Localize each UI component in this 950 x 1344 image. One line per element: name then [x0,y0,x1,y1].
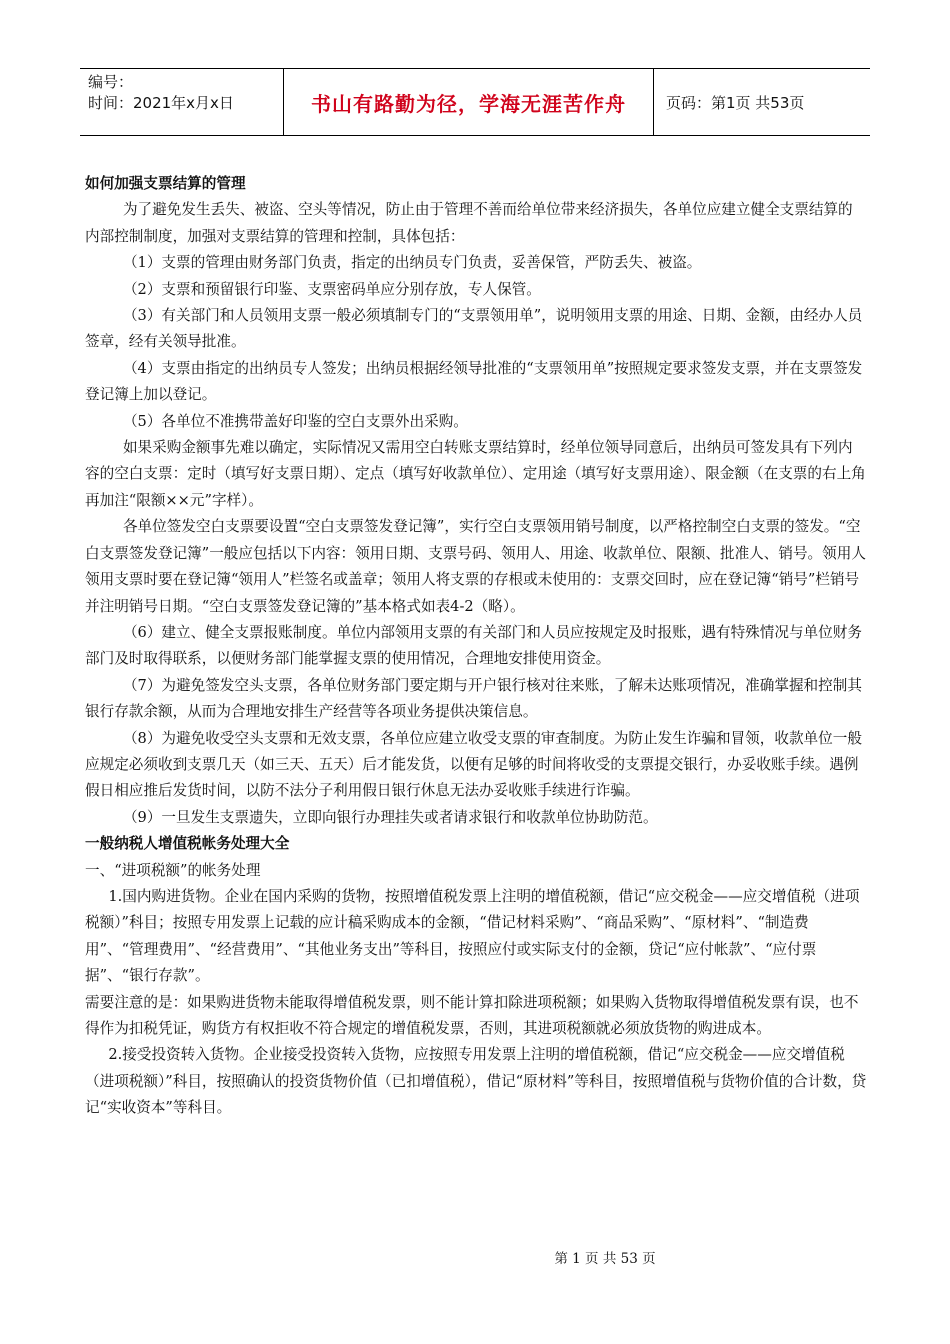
section-title: 一般纳税人增值税帐务处理大全 [85,835,290,853]
list-item: （9）一旦发生支票遗失，立即向银行办理挂失或者请求银行和收款单位协助防范。 [122,808,658,826]
header-motto: 书山有路勤为径，学海无涯苦作舟 [284,69,654,135]
header-table [80,68,870,136]
document-body [85,171,867,1122]
paragraph: 2.接受投资转入货物。企业接受投资转入货物，应按照专用发票上注明的增值税额，借记“应交税金——应交增值税（进项税额）”科目，按照确认的投资货物价值（已扣增值税），借记“原材料”等科目，按照增值税与货物价值的合计数，贷记“实收资本”等科目。 [85,1046,867,1117]
list-item: （1）支票的管理由财务部门负责，指定的出纳员专门负责，妥善保管，严防丢失、被盗。 [122,254,702,272]
header-page-info: 页码：第1页 共53页 [666,93,805,112]
document-number-label: 编号： [88,73,134,91]
document-date: 时间：2021年x月x日 [88,94,234,112]
list-item: （3）有关部门和人员领用支票一般必须填制专门的“支票领用单”，说明领用支票的用途、日期、金额，由经办人员签章，经有关领导批准。 [85,307,863,351]
header-meta [80,69,284,135]
section-title: 如何加强支票结算的管理 [85,175,246,192]
list-item: （6）建立、健全支票报账制度。单位内部领用支票的有关部门和人员应按规定及时报账，遇有特殊情况与单位财务部门及时取得联系，以便财务部门能掌握支票的使用情况，合理地安排使用资金。 [85,623,862,668]
list-item: （8）为避免收受空头支票和无效支票，各单位应建立收受支票的审查制度。为防止发生诈骗和冒领，收款单位一般应规定必须收到支票几天（如三天、五天）后才能发货，以便有足够的时间将收受的支票提交银行，办妥收账手续。遇例假日相应推后发货时间，以防不法分子利用假日银行休息无法办妥收账手续进行诈骗。 [85,729,862,800]
page-footer: 第 1 页 共 53 页 [554,1251,656,1267]
list-item: （7）为避免签发空头支票，各单位财务部门要定期与开户银行核对往来账，了解未达账项情况，准确掌握和控制其银行存款余额，从而为合理地安排生产经营等各项业务提供决策信息。 [85,676,862,721]
list-item: （5）各单位不准携带盖好印鉴的空白支票外出采购。 [122,412,468,430]
paragraph: 1.国内购进货物。企业在国内采购的货物，按照增值税发票上注明的增值税额，借记“应交税金——应交增值税（进项税额）”科目；按照专用发票上记载的应计稿采购成本的金额，“借记材料采购”、“商品采购”、“原材料”、“制造费用”、“管理费用”、“经营费用”、“其他业务支出”等科目，按照应付或实际支付的金额，贷记“应付帐款”、“应付票据”、“银行存款”。 [85,887,860,985]
list-item: （2）支票和预留银行印鉴、支票密码单应分别存放，专人保管。 [122,280,541,298]
paragraph: 为了避免发生丢失、被盗、空头等情况，防止由于管理不善而给单位带来经济损失，各单位应建立健全支票结算的内部控制制度，加强对支票结算的管理和控制，具体包括： [85,201,853,245]
subsection-title: 一、“进项税额”的帐务处理 [85,861,261,879]
paragraph: 如果采购金额事先难以确定，实际情况又需用空白转账支票结算时，经单位领导同意后，出纳员可签发具有下列内容的空白支票：定时（填写好支票日期）、定点（填写好收款单位）、定用途（填写好支票用途）、限金额（在支票的右上角再加注“限额××元”字样）。 [85,439,866,509]
note-paragraph: 需要注意的是：如果购进货物未能取得增值税发票，则不能计算扣除进项税额；如果购入货物取得增值税发票有误，也不得作为扣税凭证，购货方有权拒收不符合规定的增值税发票，否则，其进项税额就必须放货物的购进成本。 [85,993,859,1037]
list-item: （4）支票由指定的出纳员专人签发；出纳员根据经领导批准的“支票领用单”按照规定要求签发支票，并在支票签发登记簿上加以登记。 [85,359,863,404]
paragraph: 各单位签发空白支票要设置“空白支票签发登记簿”，实行空白支票领用销号制度，以严格控制空白支票的签发。“空白支票签发登记簿”一般应包括以下内容：领用日期、支票号码、领用人、用途、收款单位、限额、批准人、销号。领用人领用支票时要在登记簿“领用人”栏签名或盖章；领用人将支票的存根或未使用的：支票交回时，应在登记簿“销号”栏销号并注明销号日期。“空白支票签发登记簿的”基本格式如表4-2（略）。 [85,518,866,615]
